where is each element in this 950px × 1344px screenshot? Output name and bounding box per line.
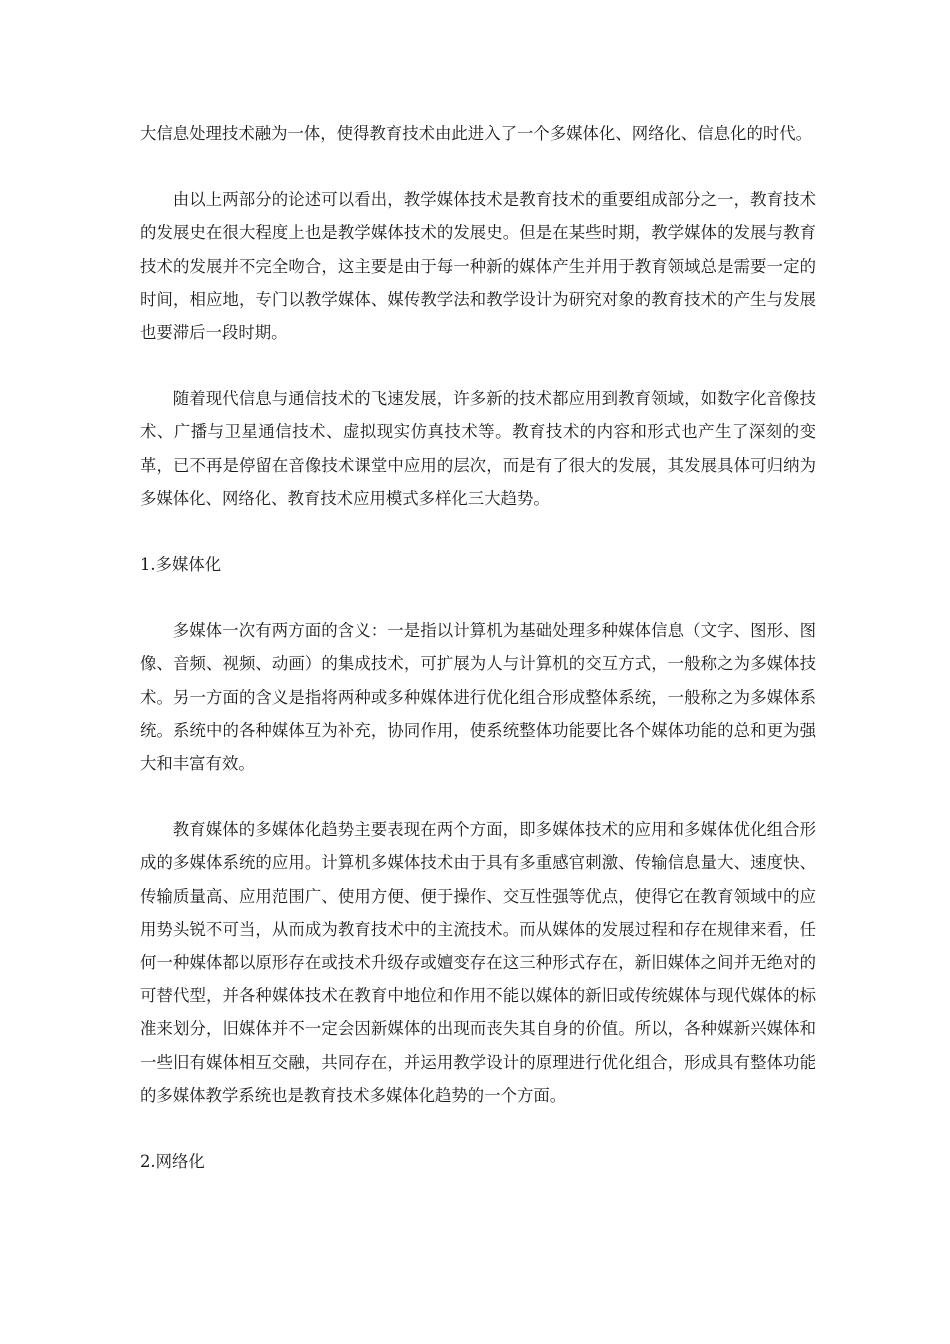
- paragraph-continuation: 大信息处理技术融为一体，使得教育技术由此进入了一个多媒体化、网络化、信息化的时代。: [140, 124, 813, 143]
- paragraph-multimedia-trend: 教育媒体的多媒体化趋势主要表现在两个方面，即多媒体技术的应用和多媒体优化组合形成的多媒体系统的应用。计算机多媒体技术由于具有多重感官刺激、传输信息量大、速度快、传输质量高、应用范围广、使用方便、便于操作、交互性强等优点，使得它在教育领域中的应用势头锐不可当，从而成为教育技术中的主流技术。而从媒体的发展过程和存在规律来看，任何一种媒体都以原形存在或技术升级存或嬗变存在这三种形式存在，新旧媒体之间并无绝对的可替代型，并各种媒体技术在教育中地位和作用不能以媒体的新旧或传统媒体与现代媒体的标准来划分，旧媒体并不一定会因新媒体的出现而丧失其自身的价值。所以，各种媒新兴媒体和一些旧有媒体相互交融，共同存在，并运用教学设计的原理进行优化组合，形成具有整体功能的多媒体教学系统也是教育技术多媒体化趋势的一个方面。: [140, 820, 816, 1105]
- section-heading-multimedia: 1.多媒体化: [140, 555, 222, 575]
- paragraph-development-trends: 随着现代信息与通信技术的飞速发展，许多新的技术都应用到教育领域，如数字化音像技术、广播与卫星通信技术、虚拟现实仿真技术等。教育技术的内容和形式也产生了深刻的变革，已不再是停留在音像技术课堂中应用的层次，而是有了很大的发展，其发展具体可归纳为多媒体化、网络化、教育技术应用模式多样化三大趋势。: [140, 389, 816, 508]
- paragraph-multimedia-meaning: 多媒体一次有两方面的含义：一是指以计算机为基础处理多种媒体信息（文字、图形、图像、音频、视频、动画）的集成技术，可扩展为人与计算机的交互方式，一般称之为多媒体技术。另一方面的含义是指将两种或多种媒体进行优化组合形成整体系统，一般称之为多媒体系统。系统中的各种媒体互为补充，协同作用，使系统整体功能要比各个媒体功能的总和更为强大和丰富有效。: [140, 621, 816, 774]
- paragraph-media-tech-history: 由以上两部分的论述可以看出，教学媒体技术是教育技术的重要组成部分之一，教育技术的发展史在很大程度上也是教学媒体技术的发展史。但是在某些时期，教学媒体的发展与教育技术的发展并不完全吻合，这主要是由于每一种新的媒体产生并用于教育领域总是需要一定的时间，相应地，专门以教学媒体、媒传教学法和教学设计为研究对象的教育技术的产生与发展也要滞后一段时期。: [140, 190, 816, 343]
- document-page: [140, 117, 816, 1211]
- section-heading-networking: 2.网络化: [140, 1152, 205, 1172]
